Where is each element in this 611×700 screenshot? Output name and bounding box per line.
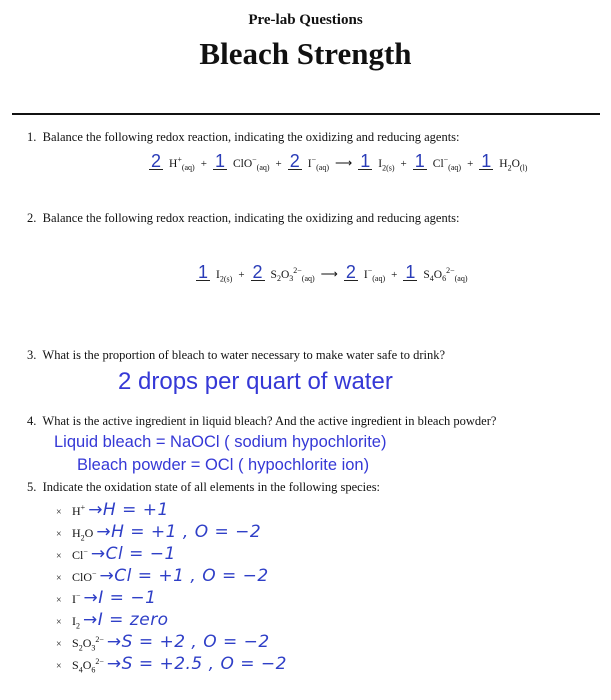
question-number: 5. [27, 480, 37, 494]
page-subtitle: Pre-lab Questions [248, 12, 363, 28]
answer-4-line-1: Liquid bleach = NaOCl ( sodium hypochlorite) [54, 433, 387, 451]
plus-sign: + [238, 269, 245, 281]
answer-4-line-2: Bleach powder = OCl ( hypochlorite ion) [77, 456, 370, 474]
question-number: 4. [27, 414, 37, 428]
species: Cl− [72, 547, 88, 562]
question-2 [27, 211, 460, 226]
list-item [56, 610, 169, 630]
question-4 [27, 414, 496, 429]
species: $H_2O_{(l)}$ [499, 158, 528, 173]
reaction-2 [196, 264, 468, 283]
handwritten-answer: →Cl = +1 , O = −2 [99, 566, 269, 586]
coefficient: 1 [405, 262, 416, 282]
coefficient: 1 [214, 151, 225, 171]
plus-sign: + [275, 158, 282, 170]
bullet-x-icon: × [56, 529, 62, 540]
divider [12, 113, 600, 115]
question-text: Balance the following redox reaction, indicating the oxidizing and reducing agents: [42, 211, 460, 225]
species: $S_2O_3^{2-}$ [72, 635, 104, 653]
question-5 [27, 480, 380, 495]
handwritten-answer: →H = +1 , O = −2 [96, 522, 262, 542]
plus-sign: + [200, 158, 207, 170]
list-item [56, 522, 261, 542]
species: $I_{2(s)}$ [216, 269, 233, 284]
coefficient: 2 [345, 262, 356, 282]
question-text: What is the active ingredient in liquid bleach? And the active ingredient in bleach powder? [42, 414, 497, 428]
question-1 [27, 130, 460, 145]
handwritten-answer: →I = zero [83, 610, 169, 630]
species: $Cl^-_{(aq)}$ [432, 155, 462, 173]
species: $I^-_{(aq)}$ [363, 266, 386, 284]
species: $I_2$ [72, 614, 80, 631]
species: $S_2O_3^{2-}_{(aq)}$ [270, 266, 315, 284]
species: ClO− [72, 569, 97, 584]
list-item [56, 500, 169, 520]
page-title: Bleach Strength [199, 36, 412, 71]
coefficient: 2 [252, 262, 263, 282]
list-item [56, 632, 270, 652]
question-text: Balance the following redox reaction, indicating the oxidizing and reducing agents: [42, 130, 460, 144]
handwritten-answer: →S = +2 , O = −2 [106, 632, 270, 652]
reaction-arrow: ⟶ [335, 156, 353, 170]
handwritten-answer: →I = −1 [83, 588, 157, 608]
bullet-x-icon: × [56, 639, 62, 650]
question-text: Indicate the oxidation state of all elements in the following species: [42, 480, 381, 494]
question-3 [27, 348, 445, 363]
species: $S_4O_6^{2-}_{(aq)}$ [423, 266, 468, 284]
species: $I_{2(s)}$ [378, 158, 395, 173]
plus-sign: + [467, 158, 474, 170]
species: H+ [72, 503, 86, 518]
species: $I^-_{(aq)}$ [307, 155, 330, 173]
coefficient: 1 [481, 151, 492, 171]
handwritten-answer: →S = +2.5 , O = −2 [106, 654, 287, 674]
reaction-1 [149, 153, 527, 172]
bullet-x-icon: × [56, 551, 62, 562]
handwritten-answer: →H = +1 [88, 500, 169, 520]
coefficient: 1 [414, 151, 425, 171]
species: $H^+_{(aq)}$ [169, 155, 195, 173]
handwritten-answer: →Cl = −1 [90, 544, 176, 564]
coefficient: 2 [151, 151, 162, 171]
list-item [56, 588, 156, 608]
oxidation-state-list [56, 500, 376, 680]
question-number: 2. [27, 211, 37, 225]
species: ClO−$_{(aq)}$ [232, 155, 270, 173]
list-item [56, 544, 176, 564]
species: $S_4O_6^{2-}$ [72, 657, 104, 675]
question-text: What is the proportion of bleach to water necessary to make water safe to drink? [42, 348, 446, 362]
answer-3: 2 drops per quart of water [118, 368, 393, 395]
species: $H_2O$ [72, 526, 94, 543]
plus-sign: + [391, 269, 398, 281]
plus-sign: + [400, 158, 407, 170]
list-item [56, 566, 269, 586]
list-item [56, 654, 287, 674]
bullet-x-icon: × [56, 573, 62, 584]
coefficient: 1 [360, 151, 371, 171]
coefficient: 1 [198, 262, 209, 282]
coefficient: 2 [289, 151, 300, 171]
bullet-x-icon: × [56, 661, 62, 672]
reaction-arrow: ⟶ [320, 267, 338, 281]
species: I− [72, 591, 81, 606]
bullet-x-icon: × [56, 507, 62, 518]
question-number: 3. [27, 348, 37, 362]
bullet-x-icon: × [56, 595, 62, 606]
question-number: 1. [27, 130, 37, 144]
bullet-x-icon: × [56, 617, 62, 628]
